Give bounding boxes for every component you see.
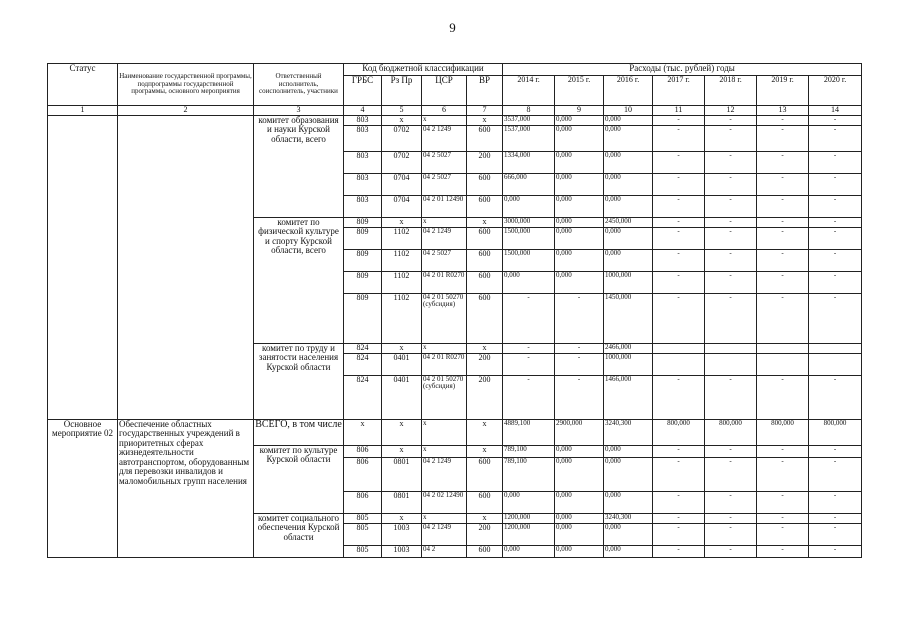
code-cell: 824 <box>344 354 382 376</box>
amount-cell: - <box>809 116 862 126</box>
header-vr: ВР <box>467 76 503 106</box>
amount-cell: 2466,000 <box>604 344 653 354</box>
column-number: 12 <box>705 106 757 116</box>
amount-cell: - <box>809 546 862 558</box>
amount-cell: - <box>653 174 705 196</box>
code-cell: 803 <box>344 116 382 126</box>
amount-cell: - <box>555 376 604 420</box>
code-cell: 04 2 1249 <box>422 524 467 546</box>
code-cell: x <box>382 218 422 228</box>
header-status: Статус <box>48 64 118 106</box>
amount-cell: - <box>809 492 862 514</box>
responsible-cell: комитет по физической культуре и спорту Курской области, всего <box>254 218 344 344</box>
code-cell: x <box>467 116 503 126</box>
column-number: 7 <box>467 106 503 116</box>
amount-cell: - <box>705 196 757 218</box>
code-cell: 806 <box>344 458 382 492</box>
amount-cell: - <box>705 446 757 458</box>
responsible-cell: комитет образования и науки Курской области, всего <box>254 116 344 218</box>
code-cell: 200 <box>467 354 503 376</box>
amount-cell: - <box>757 524 809 546</box>
code-cell: x <box>422 344 467 354</box>
code-cell: 04 2 02 12490 <box>422 492 467 514</box>
code-cell: 0702 <box>382 152 422 174</box>
program-name-cell: Обеспечение областных государственных учреждений в приоритетных сферах жизнедеятельности автотранспортом, оборудованным для перевозки инвалидов и маломобильных групп населения <box>118 420 254 558</box>
status-cell <box>48 116 118 420</box>
amount-cell: 1500,000 <box>503 228 555 250</box>
header-year: 2019 г. <box>757 76 809 106</box>
code-cell: 04 2 01 50270 (субсидия) <box>422 294 467 344</box>
code-cell: 809 <box>344 294 382 344</box>
code-cell: 1102 <box>382 228 422 250</box>
amount-cell: 0,000 <box>555 126 604 152</box>
amount-cell: - <box>503 354 555 376</box>
amount-cell: - <box>705 116 757 126</box>
amount-cell: - <box>653 272 705 294</box>
amount-cell <box>705 344 757 354</box>
code-cell: 04 2 5027 <box>422 152 467 174</box>
amount-cell: - <box>809 446 862 458</box>
amount-cell: - <box>705 524 757 546</box>
amount-cell: 1466,000 <box>604 376 653 420</box>
amount-cell: - <box>705 272 757 294</box>
code-cell: 824 <box>344 376 382 420</box>
responsible-cell: комитет по культуре Курской области <box>254 446 344 514</box>
amount-cell: - <box>757 458 809 492</box>
amount-cell: - <box>705 514 757 524</box>
amount-cell: 0,000 <box>555 272 604 294</box>
amount-cell: 0,000 <box>604 152 653 174</box>
code-cell: 0704 <box>382 196 422 218</box>
amount-cell: - <box>809 272 862 294</box>
code-cell: 0702 <box>382 126 422 152</box>
column-number: 5 <box>382 106 422 116</box>
amount-cell: 0,000 <box>555 196 604 218</box>
amount-cell: 800,000 <box>757 420 809 446</box>
header-year: 2016 г. <box>604 76 653 106</box>
amount-cell: - <box>705 152 757 174</box>
amount-cell: 0,000 <box>555 524 604 546</box>
header-name: Наименование государственной программы, подпрограммы государственной программы, основного мероприятия <box>118 64 254 106</box>
code-cell: x <box>382 514 422 524</box>
amount-cell: 0,000 <box>604 116 653 126</box>
amount-cell: - <box>555 344 604 354</box>
code-cell: 806 <box>344 446 382 458</box>
code-cell: x <box>422 218 467 228</box>
code-cell: 0801 <box>382 458 422 492</box>
amount-cell: 0,000 <box>555 546 604 558</box>
code-cell: 809 <box>344 228 382 250</box>
code-cell: 1102 <box>382 250 422 272</box>
amount-cell: 666,000 <box>503 174 555 196</box>
amount-cell: - <box>503 376 555 420</box>
header-year: 2017 г. <box>653 76 705 106</box>
amount-cell: 0,000 <box>604 446 653 458</box>
code-cell: 0801 <box>382 492 422 514</box>
amount-cell: 0,000 <box>604 492 653 514</box>
amount-cell: 0,000 <box>604 126 653 152</box>
code-cell: 805 <box>344 546 382 558</box>
code-cell: 04 2 <box>422 546 467 558</box>
code-cell: 600 <box>467 458 503 492</box>
code-cell: 1003 <box>382 546 422 558</box>
code-cell: x <box>344 420 382 446</box>
amount-cell: - <box>653 126 705 152</box>
code-cell: 600 <box>467 492 503 514</box>
code-cell: 600 <box>467 174 503 196</box>
code-cell: 04 2 01 R0270 <box>422 272 467 294</box>
amount-cell: - <box>705 376 757 420</box>
code-cell: x <box>422 116 467 126</box>
amount-cell <box>809 354 862 376</box>
amount-cell: 1334,000 <box>503 152 555 174</box>
amount-cell: - <box>653 152 705 174</box>
amount-cell: - <box>503 294 555 344</box>
amount-cell: - <box>653 492 705 514</box>
amount-cell: 2900,000 <box>555 420 604 446</box>
code-cell: 803 <box>344 174 382 196</box>
code-cell: x <box>382 420 422 446</box>
amount-cell: - <box>809 294 862 344</box>
code-cell: 04 2 1249 <box>422 228 467 250</box>
amount-cell: 0,000 <box>555 174 604 196</box>
code-cell: 0401 <box>382 354 422 376</box>
column-number: 6 <box>422 106 467 116</box>
code-cell: 806 <box>344 492 382 514</box>
code-cell: 04 2 01 R0270 <box>422 354 467 376</box>
amount-cell: 789,100 <box>503 458 555 492</box>
amount-cell: - <box>809 196 862 218</box>
amount-cell: 1537,000 <box>503 126 555 152</box>
code-cell: 04 2 5027 <box>422 250 467 272</box>
amount-cell: 800,000 <box>653 420 705 446</box>
header-rzpr: Рз Пр <box>382 76 422 106</box>
amount-cell <box>809 344 862 354</box>
column-numbers-row <box>48 106 862 116</box>
amount-cell: 4889,100 <box>503 420 555 446</box>
amount-cell: - <box>653 376 705 420</box>
amount-cell: 800,000 <box>809 420 862 446</box>
code-cell: 200 <box>467 524 503 546</box>
amount-cell: 0,000 <box>555 218 604 228</box>
amount-cell: 0,000 <box>555 458 604 492</box>
amount-cell: - <box>757 272 809 294</box>
code-cell: 04 2 1249 <box>422 126 467 152</box>
amount-cell: 0,000 <box>555 228 604 250</box>
amount-cell: - <box>757 514 809 524</box>
amount-cell: 0,000 <box>604 228 653 250</box>
code-cell: 600 <box>467 546 503 558</box>
amount-cell <box>757 354 809 376</box>
column-number: 4 <box>344 106 382 116</box>
amount-cell: - <box>705 250 757 272</box>
amount-cell: 1500,000 <box>503 250 555 272</box>
amount-cell: - <box>705 492 757 514</box>
amount-cell: 0,000 <box>604 250 653 272</box>
code-cell: 04 2 01 50270 (субсидия) <box>422 376 467 420</box>
code-cell: 803 <box>344 196 382 218</box>
header-budget-code: Код бюджетной классификации <box>344 64 503 76</box>
amount-cell: - <box>757 446 809 458</box>
code-cell: 600 <box>467 294 503 344</box>
code-cell: x <box>467 218 503 228</box>
amount-cell: - <box>809 228 862 250</box>
amount-cell: - <box>653 228 705 250</box>
table-row <box>48 420 862 446</box>
responsible-cell: комитет социального обеспечения Курской области <box>254 514 344 558</box>
amount-cell: 0,000 <box>503 196 555 218</box>
code-cell: x <box>467 420 503 446</box>
code-cell: 600 <box>467 272 503 294</box>
amount-cell: 789,100 <box>503 446 555 458</box>
amount-cell: - <box>705 126 757 152</box>
amount-cell: 0,000 <box>604 524 653 546</box>
program-name-cell <box>118 116 254 420</box>
amount-cell: - <box>757 196 809 218</box>
amount-cell: - <box>653 250 705 272</box>
amount-cell: 3240,300 <box>604 420 653 446</box>
amount-cell: - <box>809 514 862 524</box>
code-cell: 803 <box>344 152 382 174</box>
code-cell: x <box>467 344 503 354</box>
amount-cell <box>757 344 809 354</box>
amount-cell: - <box>757 294 809 344</box>
status-cell: Основное мероприятие 02 <box>48 420 118 558</box>
code-cell: 04 2 01 12490 <box>422 196 467 218</box>
header-expenses: Расходы (тыс. рублей) годы <box>503 64 862 76</box>
amount-cell: - <box>653 514 705 524</box>
amount-cell: 0,000 <box>604 174 653 196</box>
code-cell: x <box>382 446 422 458</box>
amount-cell: - <box>757 546 809 558</box>
amount-cell: - <box>809 174 862 196</box>
column-number: 2 <box>118 106 254 116</box>
amount-cell: - <box>705 458 757 492</box>
amount-cell: 3000,000 <box>503 218 555 228</box>
code-cell: x <box>382 344 422 354</box>
header-year: 2018 г. <box>705 76 757 106</box>
amount-cell: - <box>757 126 809 152</box>
code-cell: 600 <box>467 250 503 272</box>
amount-cell: - <box>653 446 705 458</box>
code-cell: 805 <box>344 514 382 524</box>
amount-cell <box>653 354 705 376</box>
page-number: 9 <box>449 20 456 35</box>
amount-cell: - <box>809 250 862 272</box>
amount-cell: 0,000 <box>503 272 555 294</box>
column-number: 11 <box>653 106 705 116</box>
amount-cell: 1450,000 <box>604 294 653 344</box>
amount-cell: - <box>757 174 809 196</box>
amount-cell: 0,000 <box>555 514 604 524</box>
amount-cell: - <box>705 218 757 228</box>
column-number: 10 <box>604 106 653 116</box>
amount-cell <box>653 344 705 354</box>
amount-cell: - <box>653 546 705 558</box>
amount-cell: - <box>555 294 604 344</box>
code-cell: 0704 <box>382 174 422 196</box>
code-cell: 0401 <box>382 376 422 420</box>
responsible-cell: ВСЕГО, в том числе <box>254 420 344 446</box>
header-grbs: ГРБС <box>344 76 382 106</box>
code-cell: 200 <box>467 376 503 420</box>
code-cell: x <box>422 420 467 446</box>
code-cell: 824 <box>344 344 382 354</box>
amount-cell: - <box>757 116 809 126</box>
code-cell: 809 <box>344 250 382 272</box>
amount-cell: - <box>809 152 862 174</box>
amount-cell: - <box>757 250 809 272</box>
amount-cell: 0,000 <box>555 446 604 458</box>
amount-cell: 3240,300 <box>604 514 653 524</box>
header-year: 2020 г. <box>809 76 862 106</box>
code-cell: 1003 <box>382 524 422 546</box>
amount-cell: 0,000 <box>555 152 604 174</box>
amount-cell: - <box>757 228 809 250</box>
code-cell: 600 <box>467 228 503 250</box>
amount-cell: - <box>809 458 862 492</box>
amount-cell: - <box>653 196 705 218</box>
amount-cell: - <box>705 294 757 344</box>
code-cell: 809 <box>344 272 382 294</box>
column-number: 3 <box>254 106 344 116</box>
code-cell: x <box>422 514 467 524</box>
amount-cell: 3537,000 <box>503 116 555 126</box>
amount-cell: 1000,000 <box>604 354 653 376</box>
code-cell: 600 <box>467 196 503 218</box>
column-number: 14 <box>809 106 862 116</box>
header-csr: ЦСР <box>422 76 467 106</box>
code-cell: 600 <box>467 126 503 152</box>
code-cell: 809 <box>344 218 382 228</box>
amount-cell: - <box>809 218 862 228</box>
header-responsible: Ответственный исполнитель, соисполнитель, участники <box>254 64 344 106</box>
amount-cell: 1000,000 <box>604 272 653 294</box>
header-year: 2015 г. <box>555 76 604 106</box>
code-cell: 1102 <box>382 294 422 344</box>
responsible-cell: комитет по труду и занятости населения Курской области <box>254 344 344 420</box>
amount-cell: - <box>809 376 862 420</box>
code-cell: x <box>382 116 422 126</box>
amount-cell: - <box>705 546 757 558</box>
amount-cell: - <box>705 228 757 250</box>
amount-cell: - <box>653 218 705 228</box>
amount-cell: 1200,000 <box>503 524 555 546</box>
amount-cell: 800,000 <box>705 420 757 446</box>
amount-cell: 0,000 <box>503 492 555 514</box>
amount-cell: 0,000 <box>555 250 604 272</box>
amount-cell: 0,000 <box>604 196 653 218</box>
amount-cell: 0,000 <box>555 492 604 514</box>
code-cell: x <box>422 446 467 458</box>
amount-cell: - <box>705 174 757 196</box>
column-number: 13 <box>757 106 809 116</box>
amount-cell: - <box>809 126 862 152</box>
amount-cell: - <box>757 218 809 228</box>
budget-table <box>47 63 862 558</box>
column-number: 1 <box>48 106 118 116</box>
amount-cell <box>705 354 757 376</box>
amount-cell: - <box>503 344 555 354</box>
amount-cell: 1200,000 <box>503 514 555 524</box>
amount-cell: - <box>653 294 705 344</box>
table-row <box>48 116 862 126</box>
code-cell: 803 <box>344 126 382 152</box>
code-cell: x <box>467 514 503 524</box>
amount-cell: - <box>555 354 604 376</box>
header-year: 2014 г. <box>503 76 555 106</box>
amount-cell: - <box>653 524 705 546</box>
code-cell: 805 <box>344 524 382 546</box>
amount-cell: 0,000 <box>555 116 604 126</box>
amount-cell: - <box>757 152 809 174</box>
code-cell: 200 <box>467 152 503 174</box>
column-number: 8 <box>503 106 555 116</box>
amount-cell: 0,000 <box>604 458 653 492</box>
amount-cell: - <box>653 116 705 126</box>
amount-cell: - <box>653 458 705 492</box>
amount-cell: 0,000 <box>604 546 653 558</box>
amount-cell: 2450,000 <box>604 218 653 228</box>
code-cell: x <box>467 446 503 458</box>
amount-cell: - <box>809 524 862 546</box>
code-cell: 04 2 1249 <box>422 458 467 492</box>
amount-cell: - <box>757 492 809 514</box>
amount-cell: - <box>757 376 809 420</box>
code-cell: 04 2 5027 <box>422 174 467 196</box>
code-cell: 1102 <box>382 272 422 294</box>
column-number: 9 <box>555 106 604 116</box>
amount-cell: 0,000 <box>503 546 555 558</box>
